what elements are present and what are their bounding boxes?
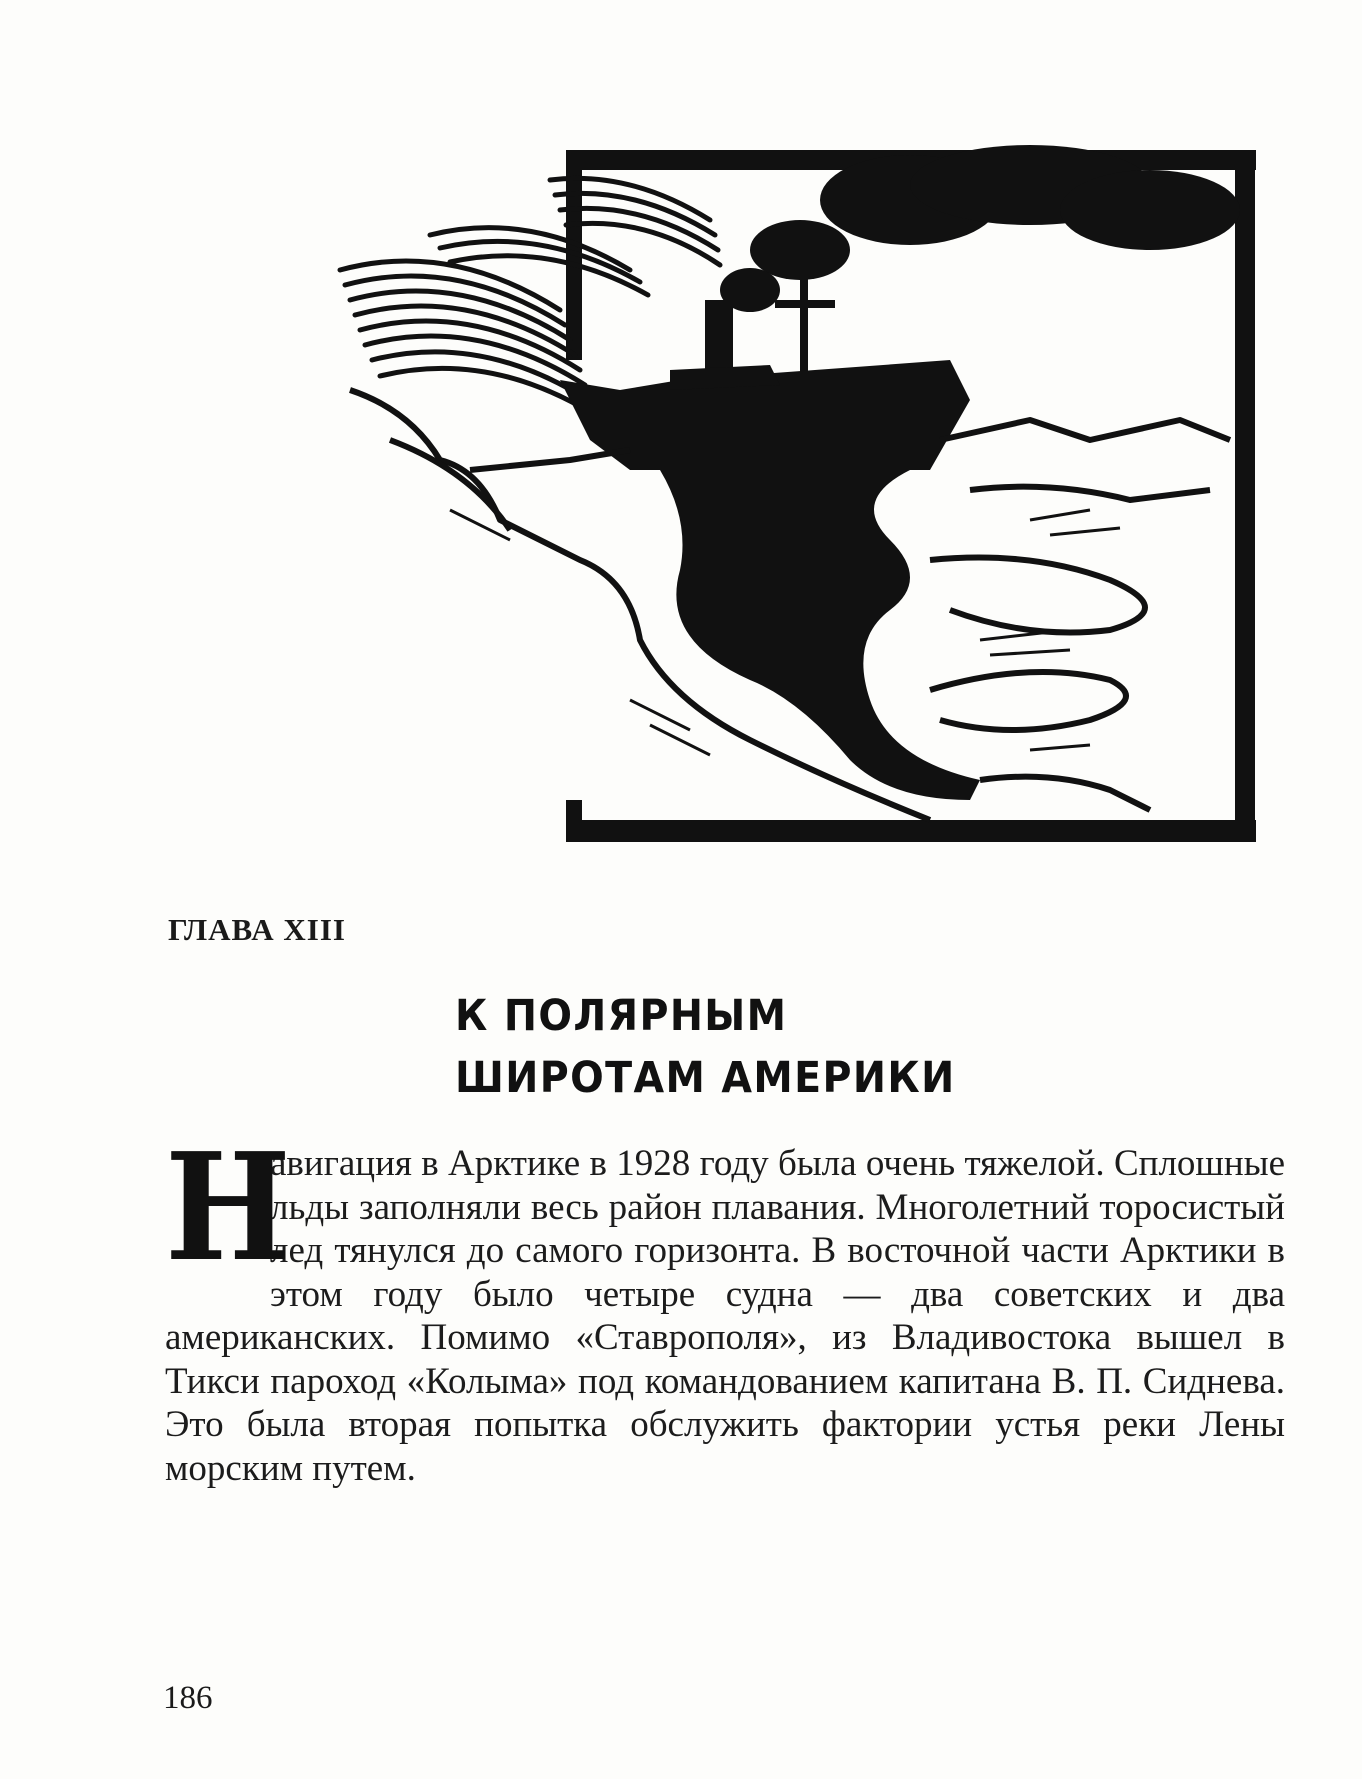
woodcut-ship-image	[330, 140, 1280, 860]
paragraph-text: авигация в Арктике в 1928 году была очень тяжелой. Сплошные льды заполняли весь район плавания. Многолетний торосистый лед тянулся до самого горизонта. В восточной части Арктики в этом году было четыре судна — два советских и два американских. Помимо «Ставрополя», из Владивостока вышел в Тикси пароход «Колыма» под командованием капитана В. П. Сиднева. Это была вторая попытка обслужить фактории устья реки Лены морским путем.	[165, 1143, 1285, 1489]
page-number: 186	[163, 1680, 213, 1716]
chapter-title-line-2: ШИРОТАМ АМЕРИКИ	[455, 1053, 956, 1103]
chapter-illustration	[330, 140, 1280, 860]
sky-streaks	[340, 178, 720, 412]
drop-cap-letter: Н	[165, 1120, 291, 1294]
chapter-number: ГЛАВА XIII	[168, 912, 346, 947]
ship-silhouette	[560, 250, 980, 800]
chapter-title-line-1: К ПОЛЯРНЫМ	[455, 991, 788, 1041]
chapter-title	[455, 985, 956, 1109]
smoke-cloud	[720, 145, 1240, 312]
body-paragraph	[165, 1120, 1285, 1490]
